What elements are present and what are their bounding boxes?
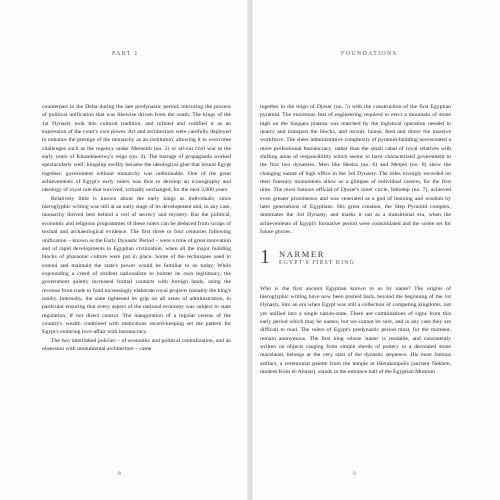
paragraph: together in the reign of Djoser (no. 5) with the construction of the first Egyptian pyramid. The enormous feat of engineering required to erect a mountain of stone high on the Saqqara plateau was matched by the logistical operation needed to quarry and transport the blocks, and recruit, house, feed and direct the massive workforce. The sheer administrative complexity of pyramid-building necessitated a more professional bureaucracy, rather than the small cabal of royal relatives with shifting areas of responsibility which seems to have characterized government in the first two dynasties. Men like Hesira (no. 6) and Metjen (no. 8) show the changing nature of high office in the 3rd Dynasty. The titles lovingly recorded on their funerary monuments allow us a glimpse of individual careers, for the first time. The most famous official of Djoser's inner circle, Imhotep (no. 7), achieved even greater prominence and was venerated as a god of learning and wisdom by later generations of Egyptians. His great creation, the Step Pyramid complex, dominates the 3rd Dynasty, and marks it out as a transitional era, when the achievements of Egypt's formative period were consolidated and the scene set for future glories. [260, 104, 451, 236]
paragraph: Who is the first ancient Egyptian known to us by name? The origins of hieroglyphic writing have now been pushed back, beyond the beginning of the 1st Dynasty, into an era when Egypt was still a collection of competing kingdoms, not yet unified into a single nation-state. There are combinations of signs from this early period which may be names, but we cannot be sure, and in any case they are difficult to read. The rulers of Egypt's predynastic period must, for the moment, remain anonymous. The first king whose 'name' is readable, and consistently written on objects ranging from simple sherds of pottery to a decorated stone macehead, belongs at the very start of the dynastic sequence. His most famous artifact, a ceremonial palette from the temple at Hierakonpolis (ancient Nekhen, modern Kom el-Ahmar), stands in the entrance hall of the Egyptian Museum [260, 285, 451, 375]
paragraph: The two interlinked policies – of economic and political centralization, and an obsession with monumental architecture – came [42, 337, 231, 352]
paragraph: counterpart in the Delta during the late predynastic period, mirroring the process of political unification that was likewise driven from the south. The kings of the 1st Dynasty took this cultural tradition, and refined and codified it as an expression of the court's own power. Art and architecture were carefully deployed to enhance the prestige of the monarchy as an institution, allowing it to overcome challenges such as the regency under Merneith (no. 2) or all-out civil war in the early years of Khasekhemwy's reign (no. 4). The barrage of propaganda worked spectacularly well; kingship swiftly became the ideological glue that bound Egypt together: government without monarchy was unthinkable. One of the great achievements of Egypt's early rulers was thus to develop an iconography and ideology of royal rule that survived, virtually unchanged, for the next 3,000 years. [42, 104, 231, 194]
section-number: 1 [260, 245, 270, 268]
right-page [253, 0, 500, 500]
left-page [0, 0, 247, 500]
right-text-block [260, 103, 451, 376]
page-number-right: 9 [353, 471, 356, 477]
running-head-left: PART 1 [112, 51, 139, 57]
section-heading [260, 247, 451, 281]
page-number-left: 8 [118, 471, 121, 477]
running-head-right: FOUNDATIONS [341, 51, 398, 57]
left-text-block [42, 103, 231, 353]
section-subtitle: EGYPT'S FIRST KING [279, 259, 355, 266]
paragraph: Relatively little is known about the early kings as individuals, since hieroglyphic writing was still at an early stage of its development and, in any case, monarchy thrived best behind a veil of secrecy and mystery. But the political, economic and religious programmes of these rulers can be deduced from scraps of textual and archaeological evidence. The first three or four centuries following unification – known as the Early Dynastic Period – were a time of great innovation and of rapid developments in Egyptian civilization, when all the major building blocks of pharaonic culture were put in place. Some of the techniques used to extend and maintain the state's power would be familiar to us today. While expounding a creed of strident nationalism to bolster its own legitimacy, the government quietly increased formal contacts with foreign lands, using the revenue from trade to fund increasingly elaborate royal projects (notably the king's tomb). Internally, the state tightened its grip on all areas of administration, in particular ensuring that every aspect of the national economy was subject to state regulation, if not direct control. The inauguration of a regular census of the country's wealth combined with meticulous record-keeping set the pattern for Egypt's enduring love-affair with bureaucracy. [42, 195, 231, 336]
section-title: NARMER [279, 248, 325, 259]
